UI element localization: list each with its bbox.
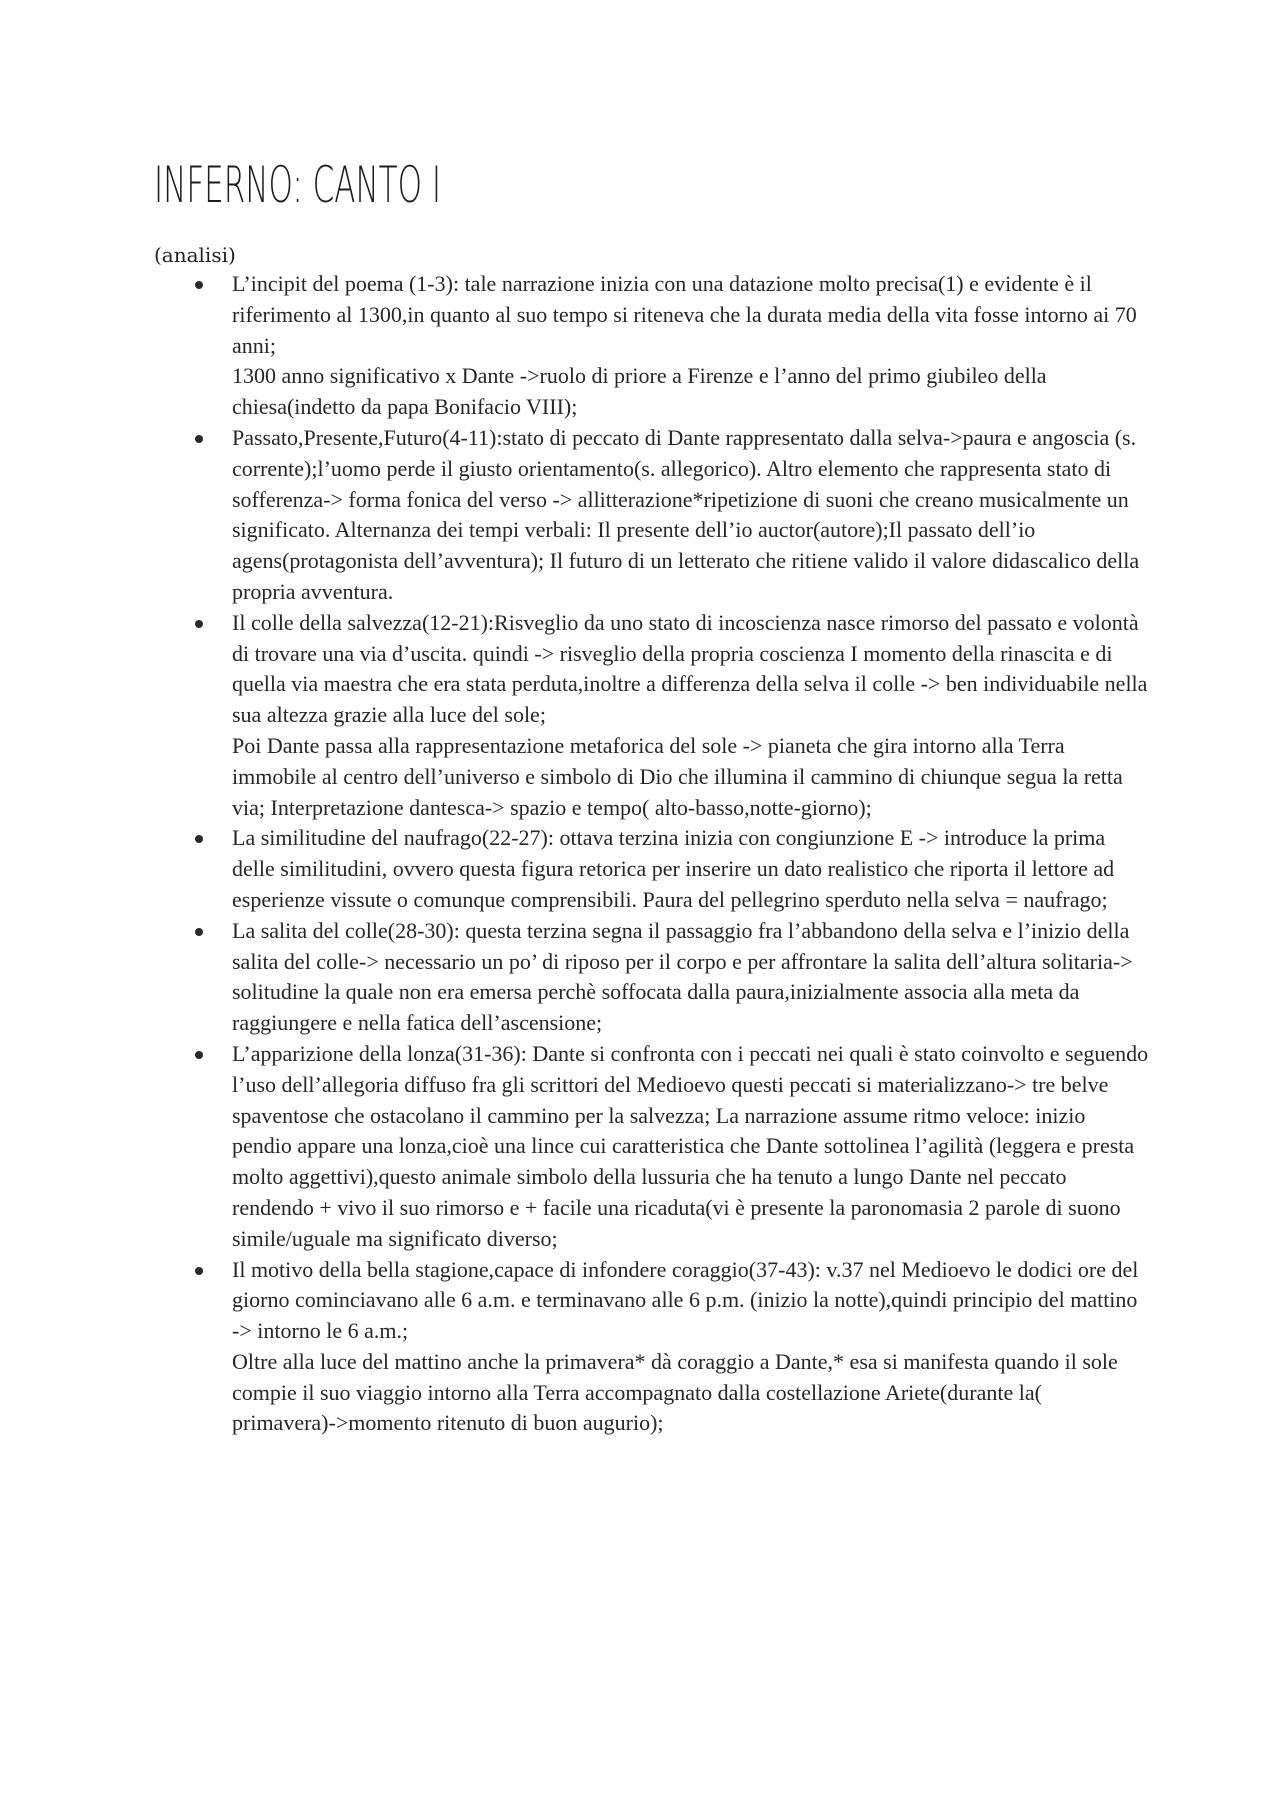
paragraph: L’apparizione della lonza(31-36): Dante si confronta con i peccati nei quali è stato coinvolto e seguendo l’uso dell’allegoria diffuso fra gli scrittori del Medioevo questi peccati si materializzano-> tre belve spaventose che ostacolano il cammino per la salvezza; La narrazione assume ritmo veloce: inizio pendio appare una lonza,cioè una lince cui caratteristica che Dante sottolinea l’agilità (leggera e presta molto aggettivi),questo animale simbolo della lussuria che ha tenuto a lungo Dante nel peccato rendendo + vivo il suo rimorso e + facile una ricaduta(vi è presente la paronomasia 2 parole di suono simile/uguale ma significato diverso;: [232, 1040, 1149, 1251]
list-item: [190, 423, 1150, 608]
bullet-icon: [195, 281, 203, 289]
paragraph: Oltre alla luce del mattino anche la primavera* dà coraggio a Dante,* esa si manifesta quando il sole compie il suo viaggio intorno alla Terra accompagnato dalla costellazione Ariete(durante la( primavera)->momento ritenuto di buon augurio);: [232, 1348, 1118, 1436]
bullet-icon: [195, 928, 203, 936]
paragraph: 1300 anno significativo x Dante ->ruolo di priore a Firenze e l’anno del primo giubileo della chiesa(indetto da papa Bonifacio VIII);: [232, 363, 1047, 420]
page-subtitle: (analisi): [154, 243, 236, 267]
paragraph: La salita del colle(28-30): questa terzina segna il passaggio fra l’abbandono della selva e l’inizio della salita del colle-> necessario un po’ di riposo per il corpo e per affrontare la salita dell’altura solitaria-> solitudine la quale non era emersa perchè soffocata dalla paura,inizialmente associa alla meta da raggiungere e nella fatica dell’ascensione;: [232, 917, 1133, 1036]
list-item: [190, 1255, 1150, 1440]
paragraph: Il colle della salvezza(12-21):Risveglio da uno stato di incoscienza nasce rimorso del passato e volontà di trovare una via d’uscita. quindi -> risveglio della propria coscienza I momento della rinascita e di quella via maestra che era stata perduta,inoltre a differenza della selva il colle -> ben individuabile nella sua altezza grazie alla luce del sole;: [232, 609, 1148, 728]
list-item: [190, 1039, 1150, 1255]
bullet-icon: [195, 835, 203, 843]
paragraph: L’incipit del poema (1-3): tale narrazione inizia con una datazione molto precisa(1) e evidente è il riferimento al 1300,in quanto al suo tempo si riteneva che la durata media della vita fosse intorno ai 70 anni;: [232, 271, 1137, 358]
list-item: [190, 823, 1150, 915]
bullet-icon: [195, 1051, 203, 1059]
list-item: [190, 269, 1150, 423]
bullet-icon: [195, 435, 203, 443]
notes-content: [190, 269, 1150, 1439]
paragraph: Il motivo della bella stagione,capace di infondere coraggio(37-43): v.37 nel Medioevo le dodici ore del giorno cominciavano alle 6 a.m. e terminavano alle 6 p.m. (inizio la notte),quindi principio del mattino -> intorno le 6 a.m.;: [232, 1256, 1139, 1344]
paragraph: La similitudine del naufrago(22-27): ottava terzina inizia con congiunzione E -> introduce la prima delle similitudini, ovvero questa figura retorica per inserire un dato realistico che riporta il lettore ad esperienze vissute o comunque comprensibili. Paura del pellegrino sperduto nella selva = naufrago;: [232, 825, 1115, 912]
bullet-list: [190, 269, 1150, 1439]
paragraph: Passato,Presente,Futuro(4-11):stato di peccato di Dante rappresentato dalla selva->paura e angoscia (s. corrente);l’uomo perde il giusto orientamento(s. allegorico). Altro elemento che rappresenta stato di sofferenza-> forma fonica del verso -> allitterazione*ripetizione di suoni che creano musicalmente un significato. Alternanza dei tempi verbali: Il presente dell’io auctor(autore);Il passato dell’io agens(protagonista dell’avventura); Il futuro di un letterato che ritiene valido il valore didascalico della propria avventura.: [232, 424, 1140, 604]
paragraph: Poi Dante passa alla rappresentazione metaforica del sole -> pianeta che gira intorno alla Terra immobile al centro dell’universo e simbolo di Dio che illumina il cammino di chiunque segua la retta via; Interpretazione dantesca-> spazio e tempo( alto-basso,notte-giorno);: [232, 732, 1123, 820]
list-item: [190, 608, 1150, 824]
bullet-icon: [195, 1267, 203, 1275]
page-title: INFERNO: CANTO I: [154, 156, 442, 214]
list-item: [190, 916, 1150, 1039]
bullet-icon: [195, 620, 203, 628]
